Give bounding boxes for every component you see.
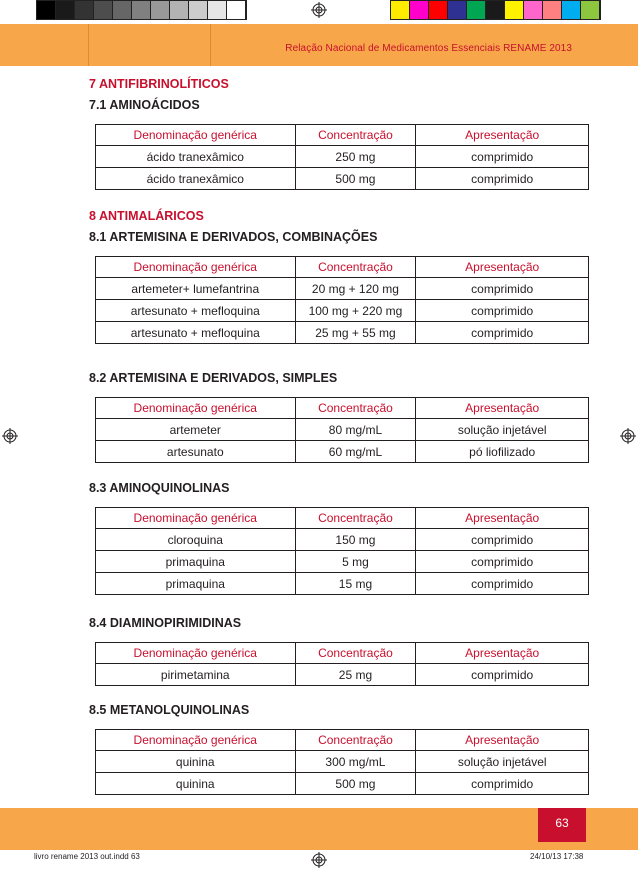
table-header-row — [96, 643, 589, 664]
column-header-concentration: Concentração — [295, 398, 416, 419]
column-header-presentation: Apresentação — [416, 643, 589, 664]
color-swatch — [132, 1, 151, 19]
table-header-row — [96, 125, 589, 146]
table-row — [96, 529, 589, 551]
cell-presentation: comprimido — [416, 300, 589, 322]
color-swatch — [170, 1, 189, 19]
medication-table — [95, 729, 589, 795]
column-header-concentration: Concentração — [295, 257, 416, 278]
table-header-row — [96, 508, 589, 529]
medication-table — [95, 124, 589, 190]
cell-concentration: 15 mg — [295, 573, 416, 595]
color-swatch — [208, 1, 227, 19]
registration-mark-icon — [311, 852, 327, 868]
cell-name: artesunato — [96, 441, 296, 463]
column-header-name: Denominação genérica — [96, 508, 296, 529]
color-swatch — [94, 1, 113, 19]
cell-concentration: 5 mg — [295, 551, 416, 573]
color-swatch — [448, 1, 467, 19]
cell-name: artemeter+ lumefantrina — [96, 278, 296, 300]
table-row — [96, 573, 589, 595]
cell-name: quinina — [96, 773, 296, 795]
cell-presentation: comprimido — [416, 664, 589, 686]
cell-presentation: comprimido — [416, 146, 589, 168]
section-artemisina-simples — [89, 370, 589, 463]
color-swatch — [37, 1, 56, 19]
cell-presentation: solução injetável — [416, 419, 589, 441]
table-row — [96, 322, 589, 344]
cell-name: primaquina — [96, 551, 296, 573]
medication-table — [95, 256, 589, 344]
section-title: 8 ANTIMALÁRICOS — [89, 209, 204, 223]
cell-name: ácido tranexâmico — [96, 168, 296, 190]
cell-name: pirimetamina — [96, 664, 296, 686]
column-header-name: Denominação genérica — [96, 257, 296, 278]
slug-timestamp: 24/10/13 17:38 — [530, 852, 584, 861]
medication-table — [95, 507, 589, 595]
cell-name: primaquina — [96, 573, 296, 595]
section-diaminopirimidinas — [89, 615, 589, 686]
page-header-band — [0, 24, 638, 66]
medication-table — [95, 642, 589, 686]
section-title: 7 ANTIFIBRINOLÍTICOS — [89, 77, 229, 91]
section-antifibrinoliticos — [89, 76, 589, 190]
color-swatch — [391, 1, 410, 19]
color-swatch — [56, 1, 75, 19]
section-subtitle: 8.3 AMINOQUINOLINAS — [89, 481, 230, 495]
registration-mark-icon — [620, 428, 636, 444]
section-subtitle: 7.1 AMINOÁCIDOS — [89, 98, 200, 112]
cell-concentration: 500 mg — [295, 773, 416, 795]
section-subtitle: 8.4 DIAMINOPIRIMIDINAS — [89, 616, 242, 630]
table-row — [96, 278, 589, 300]
cell-concentration: 25 mg + 55 mg — [295, 322, 416, 344]
color-swatch — [410, 1, 429, 19]
column-header-name: Denominação genérica — [96, 398, 296, 419]
section-aminoquinolinas — [89, 480, 589, 595]
color-swatch — [189, 1, 208, 19]
table-header-row — [96, 257, 589, 278]
color-swatch — [581, 1, 600, 19]
color-swatch — [486, 1, 505, 19]
column-header-concentration: Concentração — [295, 125, 416, 146]
cell-presentation: comprimido — [416, 573, 589, 595]
color-swatch — [524, 1, 543, 19]
section-antimalaricos — [89, 208, 589, 344]
column-header-concentration: Concentração — [295, 508, 416, 529]
slug-file-name: livro rename 2013 out.indd 63 — [34, 852, 140, 861]
cell-presentation: comprimido — [416, 773, 589, 795]
section-metanolquinolinas — [89, 702, 589, 795]
cell-presentation: comprimido — [416, 278, 589, 300]
cell-name: ácido tranexâmico — [96, 146, 296, 168]
color-swatch — [75, 1, 94, 19]
table-row — [96, 419, 589, 441]
color-swatch — [467, 1, 486, 19]
column-header-name: Denominação genérica — [96, 125, 296, 146]
cell-name: artesunato + mefloquina — [96, 300, 296, 322]
cell-concentration: 20 mg + 120 mg — [295, 278, 416, 300]
cell-concentration: 150 mg — [295, 529, 416, 551]
cell-presentation: solução injetável — [416, 751, 589, 773]
table-row — [96, 773, 589, 795]
column-header-presentation: Apresentação — [416, 125, 589, 146]
cell-name: quinina — [96, 751, 296, 773]
column-header-presentation: Apresentação — [416, 257, 589, 278]
color-swatch — [562, 1, 581, 19]
table-row — [96, 300, 589, 322]
cell-presentation: comprimido — [416, 168, 589, 190]
page-header-title: Relação Nacional de Medicamentos Essenciais RENAME 2013 — [285, 43, 572, 54]
cell-name: artesunato + mefloquina — [96, 322, 296, 344]
cell-concentration: 250 mg — [295, 146, 416, 168]
cell-concentration: 100 mg + 220 mg — [295, 300, 416, 322]
cell-presentation: pó liofilizado — [416, 441, 589, 463]
cell-concentration: 60 mg/mL — [295, 441, 416, 463]
cell-name: artemeter — [96, 419, 296, 441]
table-header-row — [96, 398, 589, 419]
column-header-name: Denominação genérica — [96, 643, 296, 664]
table-row — [96, 751, 589, 773]
column-header-presentation: Apresentação — [416, 398, 589, 419]
section-subtitle: 8.2 ARTEMISINA E DERIVADOS, SIMPLES — [89, 371, 338, 385]
color-swatch — [429, 1, 448, 19]
color-calibration-bar-gray — [36, 0, 247, 20]
table-row — [96, 146, 589, 168]
section-subtitle: 8.5 METANOLQUINOLINAS — [89, 703, 250, 717]
column-header-presentation: Apresentação — [416, 730, 589, 751]
medication-table — [95, 397, 589, 463]
cell-concentration: 80 mg/mL — [295, 419, 416, 441]
table-row — [96, 551, 589, 573]
table-row — [96, 441, 589, 463]
column-header-name: Denominação genérica — [96, 730, 296, 751]
registration-mark-icon — [2, 428, 18, 444]
column-header-concentration: Concentração — [295, 730, 416, 751]
cell-presentation: comprimido — [416, 529, 589, 551]
cell-presentation: comprimido — [416, 322, 589, 344]
color-swatch — [543, 1, 562, 19]
cell-concentration: 25 mg — [295, 664, 416, 686]
color-calibration-bar-color — [390, 0, 601, 20]
guide-line — [88, 24, 89, 66]
registration-mark-icon — [311, 2, 327, 18]
guide-line — [210, 24, 211, 66]
column-header-concentration: Concentração — [295, 643, 416, 664]
color-swatch — [227, 1, 246, 19]
color-swatch — [151, 1, 170, 19]
table-row — [96, 168, 589, 190]
table-row — [96, 664, 589, 686]
section-subtitle: 8.1 ARTEMISINA E DERIVADOS, COMBINAÇÕES — [89, 230, 378, 244]
cell-concentration: 500 mg — [295, 168, 416, 190]
color-swatch — [113, 1, 132, 19]
page-number: 63 — [538, 808, 586, 842]
cell-presentation: comprimido — [416, 551, 589, 573]
cell-name: cloroquina — [96, 529, 296, 551]
table-header-row — [96, 730, 589, 751]
cell-concentration: 300 mg/mL — [295, 751, 416, 773]
column-header-presentation: Apresentação — [416, 508, 589, 529]
color-swatch — [505, 1, 524, 19]
